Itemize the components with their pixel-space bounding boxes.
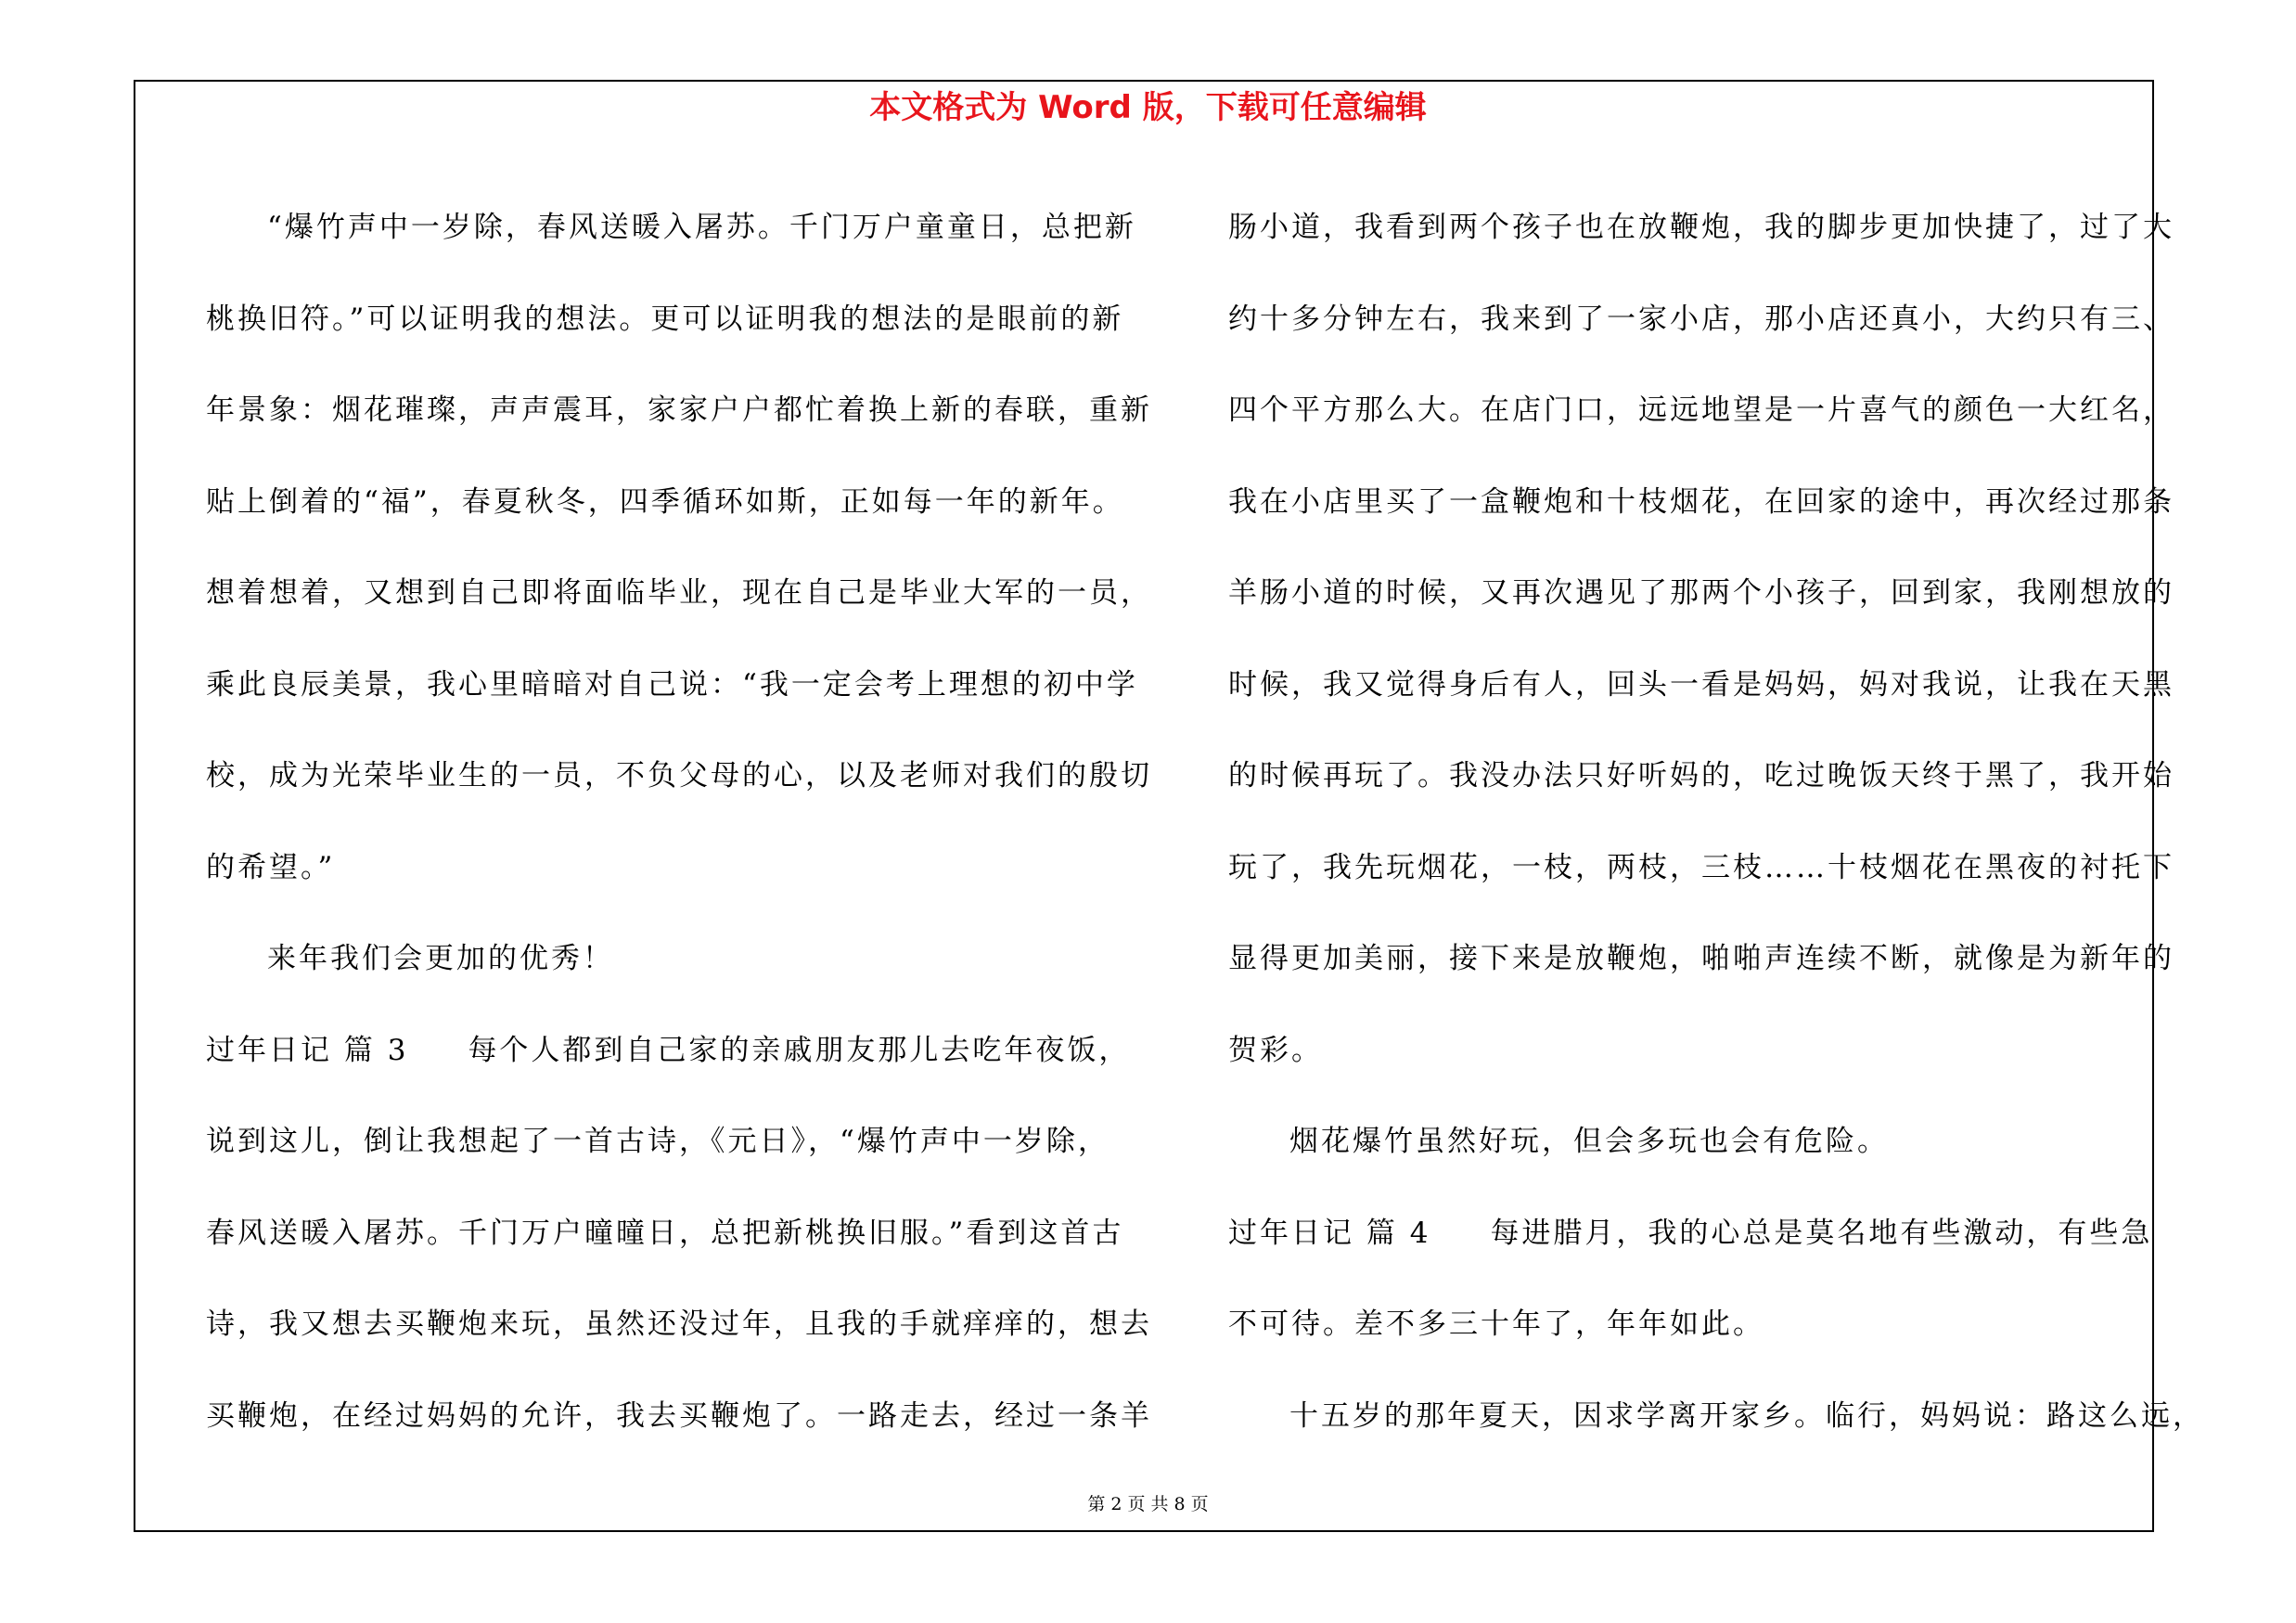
paragraph-line: 校，成为光荣毕业生的一员，不负父母的心，以及老师对我们的殷切	[206, 759, 1152, 792]
paragraph-line: 诗，我又想去买鞭炮来玩，虽然还没过年，且我的手就痒痒的，想去	[206, 1307, 1152, 1341]
paragraph-line: 乘此良辰美景，我心里暗暗对自己说：“我一定会考上理想的初中学	[206, 667, 1138, 702]
paragraph-line: 说到这儿，倒让我想起了一首古诗，《元日》，“爆竹声中一岁除，	[206, 1125, 1110, 1158]
paragraph-line: 十五岁的那年夏天，因求学离开家乡。临行，妈妈说：路这么远，	[1289, 1398, 2204, 1433]
paragraph-line: 肠小道，我看到两个孩子也在放鞭炮，我的脚步更加快捷了，过了大	[1228, 211, 2174, 244]
paragraph-line: 不可待。差不多三十年了，年年如此。	[1228, 1307, 1764, 1341]
right-text-column	[1228, 182, 2204, 1462]
paragraph-line: 想着想着，又想到自己即将面临毕业，现在自己是毕业大军的一员，	[206, 576, 1152, 610]
paragraph-line: 春风送暖入屠苏。千门万户曈曈日，总把新桃换旧服。”看到这首古	[206, 1216, 1124, 1250]
paragraph-line: 的希望。”	[206, 850, 336, 884]
paragraph-line: 的时候再玩了。我没办法只好听妈的，吃过晚饭天终于黑了，我开始	[1228, 759, 2174, 792]
editable-notice-banner: 本文格式为 Word 版，下载可任意编辑	[869, 89, 1427, 126]
section-3-heading: 过年日记 篇 3	[206, 1033, 409, 1067]
paragraph-line: 烟花爆竹虽然好玩，但会多玩也会有危险。	[1289, 1125, 1889, 1158]
section-4-heading: 过年日记 篇 4	[1228, 1216, 1431, 1250]
paragraph-line: 买鞭炮，在经过妈妈的允许，我去买鞭炮了。一路走去，经过一条羊	[206, 1398, 1152, 1433]
paragraph-line: 贴上倒着的“福”，春夏秋冬，四季循环如斯，正如每一年的新年。	[206, 484, 1124, 519]
section-4-first-text: 每进腊月，我的心总是莫名地有些激动，有些急	[1490, 1216, 2153, 1250]
paragraph-line: 我在小店里买了一盒鞭炮和十枝烟花，在回家的途中，再次经过那条	[1228, 484, 2174, 519]
section-4-line	[1228, 1188, 2188, 1280]
paragraph-line: 显得更加美丽，接下来是放鞭炮，啪啪声连续不断，就像是为新年的	[1228, 942, 2174, 975]
paragraph-line: 贺彩。	[1228, 1033, 1323, 1067]
paragraph-line: 约十多分钟左右，我来到了一家小店，那小店还真小，大约只有三、	[1228, 302, 2174, 336]
section-3-line	[206, 1005, 1166, 1097]
paragraph-line: 年景象：烟花璀璨，声声震耳，家家户户都忙着换上新的春联，重新	[206, 393, 1152, 427]
paragraph-line: 四个平方那么大。在店门口，远远地望是一片喜气的颜色一大红名，	[1228, 393, 2174, 427]
left-text-column	[206, 182, 1166, 1462]
section-3-first-text: 每个人都到自己家的亲戚朋友那儿去吃年夜饭，	[468, 1033, 1131, 1067]
paragraph-line: 桃换旧符。”可以证明我的想法。更可以证明我的想法的是眼前的新	[206, 302, 1124, 336]
paragraph-line: 羊肠小道的时候，又再次遇见了那两个小孩子，回到家，我刚想放的	[1228, 576, 2174, 610]
paragraph-line: 来年我们会更加的优秀！	[267, 942, 614, 975]
paragraph-line: 玩了，我先玩烟花，一枝，两枝，三枝……十枝烟花在黑夜的衬托下	[1228, 850, 2174, 884]
paragraph-line: 时候，我又觉得身后有人，回头一看是妈妈，妈对我说，让我在天黑	[1228, 667, 2174, 702]
page-number-footer: 第 2 页 共 8 页	[1087, 1494, 1209, 1514]
paragraph-line: “爆竹声中一岁除，春风送暖入屠苏。千门万户童童日，总把新	[267, 211, 1136, 244]
